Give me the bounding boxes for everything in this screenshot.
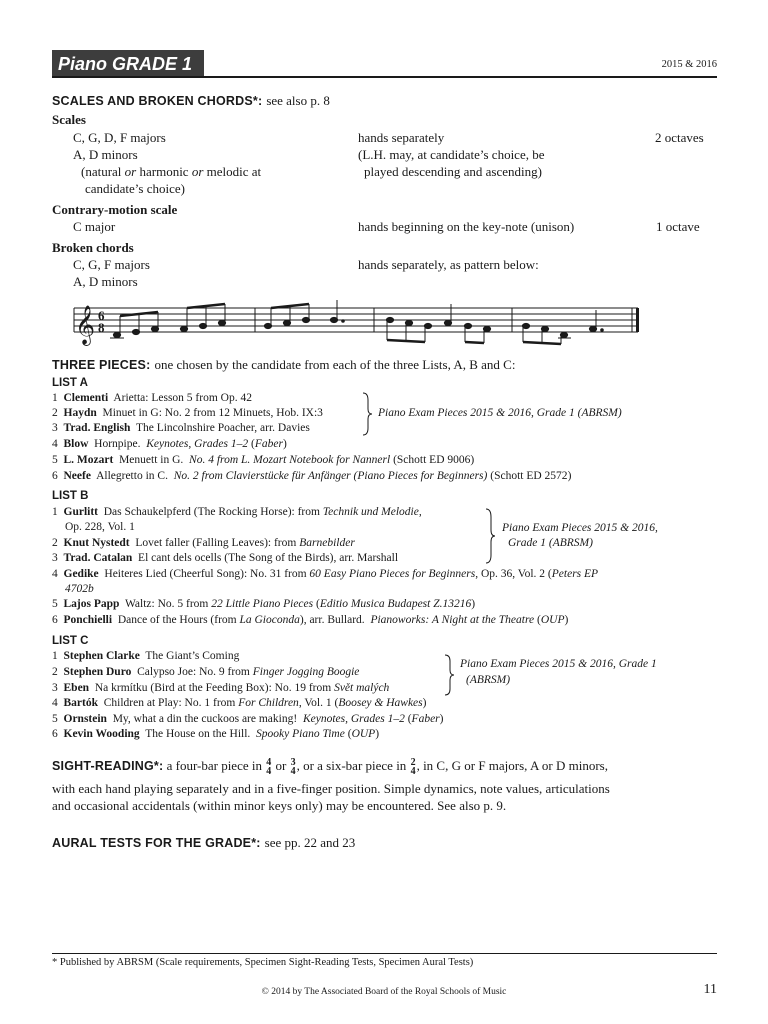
list-item: 6 Ponchielli Dance of the Hours (from La Gioconda), arr. Bullard. Pianoworks: A Night at the Theatre (OUP): [52, 614, 569, 626]
contrary-hands: hands beginning on the key-note (unison): [358, 219, 575, 234]
list-a-label: LIST A: [52, 377, 88, 389]
note-part-a: (natural: [81, 164, 125, 179]
scales-lh-note-cont: played descending and ascending): [364, 164, 542, 179]
aural-heading-label: AURAL TESTS FOR THE GRADE*:: [52, 836, 261, 850]
list-item: [52, 422, 310, 434]
item-number: 4: [52, 438, 58, 450]
item-composer: Ponchielli: [63, 614, 113, 626]
item-publisher: Faber: [411, 713, 440, 725]
item-publisher: OUP: [540, 614, 565, 626]
item-number: 1: [52, 392, 58, 404]
list-item: 4 Bartók Children at Play: No. 1 from For Children, Vol. 1 (Boosey & Hawkes): [52, 697, 427, 709]
item-number: 3: [52, 422, 58, 434]
sight-reading-heading: SIGHT-READING*:: [52, 759, 164, 773]
item-title: The Giant’s Coming: [145, 650, 240, 662]
item-composer: Haydn: [63, 407, 97, 419]
item-publisher: Schott ED 9006: [396, 454, 471, 466]
brace-publisher: ABRSM: [581, 407, 618, 419]
sight-reading-line-1: [52, 757, 718, 776]
scales-minors: A, D minors: [73, 147, 138, 162]
item-source: Keynotes, Grades 1–2: [146, 438, 249, 450]
item-composer: Gedike: [63, 568, 99, 580]
item-title-cont: , Vol. 1 (: [298, 697, 339, 709]
item-number: 5: [52, 713, 58, 725]
item-title: Arietta: Lesson 5 from Op. 42: [113, 392, 252, 404]
sight-text-3: , in C, G or F majors, A or D minors,: [416, 758, 608, 773]
item-composer: L. Mozart: [63, 454, 114, 466]
list-a-brace-icon: [361, 392, 373, 436]
item-number: 4: [52, 568, 58, 580]
note-part-c: melodic at: [203, 164, 262, 179]
list-item: 5 L. Mozart Menuett in G. No. 4 from L. Mozart Notebook for Nannerl (Schott ED 9006): [52, 454, 475, 466]
item-composer: Gurlitt: [63, 506, 98, 518]
time-signature: 4 4: [266, 757, 272, 778]
item-title: The House on the Hill.: [145, 728, 251, 740]
item-number: 2: [52, 537, 58, 549]
item-source: Barnebilder: [299, 537, 355, 549]
sight-text-or: or: [275, 758, 287, 773]
scales-hands: hands separately: [358, 130, 445, 145]
item-title: My, what a din the cuckoos are making!: [112, 713, 298, 725]
pieces-heading: [52, 356, 515, 374]
item-number: 5: [52, 454, 58, 466]
aural-heading: [52, 834, 355, 852]
sight-text-1: a four-bar piece in: [166, 758, 262, 773]
item-title: Children at Play: No. 1 from: [103, 697, 236, 709]
treble-clef-icon: 𝄞: [75, 305, 96, 345]
list-item-cont: 4702b: [65, 583, 94, 595]
item-number: 1: [52, 506, 58, 518]
item-title: Minuet in G: No. 2 from 12 Minuets, Hob. IX:3: [102, 407, 323, 419]
list-c-brace-publisher: (ABRSM): [466, 674, 511, 686]
pieces-heading-rest: one chosen by the candidate from each of the three Lists, A, B and C:: [154, 357, 516, 372]
item-composer: Neefe: [63, 470, 91, 482]
item-title: Menuett in G.: [119, 454, 184, 466]
list-item: 4 Blow Hornpipe. Keynotes, Grades 1–2 (Faber): [52, 438, 287, 450]
list-item: [52, 552, 398, 564]
item-publisher: OUP: [351, 728, 376, 740]
item-composer: Blow: [63, 438, 89, 450]
brace-publisher: ABRSM: [552, 537, 590, 549]
item-composer: Trad. English: [63, 422, 131, 434]
time-signature-top: 6: [98, 308, 105, 323]
scales-label: Scales: [52, 112, 86, 127]
item-number: 3: [52, 552, 58, 564]
note-part-b: harmonic: [136, 164, 192, 179]
item-composer: Lajos Papp: [63, 598, 120, 610]
broken-label: Broken chords: [52, 240, 134, 255]
item-source: For Children: [238, 697, 299, 709]
sight-reading-line-2: with each hand playing separately and in a five-finger position. Simple dynamics, note values, articulations: [52, 781, 610, 796]
item-title: Hornpipe.: [94, 438, 141, 450]
note-or-1: or: [124, 164, 137, 179]
item-composer: Trad. Catalan: [63, 552, 133, 564]
sight-reading-line-3: and occasional accidentals (within minor keys only) may be encountered. See also p. 9.: [52, 798, 507, 813]
item-source: Svět malých: [334, 682, 390, 694]
item-composer: Ornstein: [63, 713, 107, 725]
item-composer: Clementi: [63, 392, 109, 404]
item-number: 1: [52, 650, 58, 662]
scales-minors-note: [81, 164, 261, 180]
aural-heading-ref: see pp. 22 and 23: [264, 835, 356, 850]
list-c-label: LIST C: [52, 635, 89, 647]
item-source: 60 Easy Piano Pieces for Beginners: [309, 568, 476, 580]
list-b-label: LIST B: [52, 490, 89, 502]
item-title-cont: , Op. 36, Vol. 2 (: [475, 568, 552, 580]
page-title: Piano GRADE 1: [52, 50, 204, 78]
item-number: 5: [52, 598, 58, 610]
item-title: The Lincolnshire Poacher, arr. Davies: [135, 422, 310, 434]
list-item: [52, 537, 355, 549]
list-item: 5 Lajos Papp Waltz: No. 5 from 22 Little Piano Pieces (Editio Musica Budapest Z.13216): [52, 598, 476, 610]
list-item: [52, 666, 359, 678]
time-signature-bottom: 8: [98, 320, 105, 335]
item-source: Keynotes, Grades 1–2: [302, 713, 405, 725]
item-source: Spooky Piano Time: [256, 728, 345, 740]
broken-minors: A, D minors: [73, 274, 138, 289]
list-item: [52, 650, 239, 662]
brace-book: Piano Exam Pieces 2015 & 2016, Grade 1: [378, 407, 575, 419]
brace-publisher: ABRSM: [469, 674, 507, 686]
list-item: [52, 407, 323, 419]
item-source: No. 4 from L. Mozart Notebook for Nannerl: [189, 454, 391, 466]
list-b-brace-source-cont: Grade 1 (ABRSM): [508, 537, 593, 549]
scales-range: 2 octaves: [655, 130, 704, 145]
item-source: La Gioconda: [239, 614, 300, 626]
broken-majors: C, G, F majors: [73, 257, 150, 272]
list-b-brace-icon: [484, 508, 496, 564]
item-title: Calypso Joe: No. 9 from: [137, 666, 250, 678]
copyright: © 2014 by The Associated Board of the Royal Schools of Music: [261, 987, 507, 997]
list-item: [52, 682, 389, 694]
page-number: 11: [703, 982, 717, 997]
pieces-heading-label: THREE PIECES:: [52, 358, 151, 372]
list-b-brace-source: Piano Exam Pieces 2015 & 2016,: [502, 522, 658, 534]
time-signature: 2 4: [410, 757, 416, 778]
item-number: 6: [52, 470, 58, 482]
brace-book: Grade 1: [508, 537, 547, 549]
item-number: 2: [52, 407, 58, 419]
list-item: 5 Ornstein My, what a din the cuckoos are making! Keynotes, Grades 1–2 (Faber): [52, 713, 444, 725]
item-composer: Knut Nystedt: [63, 537, 130, 549]
item-source: Technik und Melodie,: [322, 506, 422, 518]
item-title: Allegretto in C.: [96, 470, 168, 482]
item-composer: Eben: [63, 682, 90, 694]
item-composer: Stephen Duro: [63, 666, 132, 678]
item-title: Na krmítku (Bird at the Feeding Box): No. 19 from: [94, 682, 332, 694]
music-notes: [110, 300, 603, 344]
item-composer: Bartók: [63, 697, 98, 709]
item-publisher: Boosey & Hawkes: [338, 697, 423, 709]
item-source: 22 Little Piano Pieces: [211, 598, 314, 610]
list-item: [52, 506, 422, 518]
contrary-key: C major: [73, 219, 116, 234]
syllabus-years: 2015 & 2016: [661, 59, 717, 70]
scales-heading-ref: see also p. 8: [266, 93, 330, 108]
item-title: Heiteres Lied (Cheerful Song): No. 31 from: [104, 568, 307, 580]
item-source: No. 2 from Clavierstücke für Anfänger (Piano Pieces for Beginners): [173, 470, 488, 482]
item-publisher: Schott ED 2572: [494, 470, 568, 482]
list-item-cont: Op. 228, Vol. 1: [65, 521, 135, 533]
item-number: 6: [52, 728, 58, 740]
item-title: El cant dels ocells (The Song of the Birds), arr. Marshall: [138, 552, 399, 564]
scales-lh-note: (L.H. may, at candidate’s choice, be: [358, 147, 545, 162]
item-title: Das Schaukelpferd (The Rocking Horse): from: [103, 506, 320, 518]
scales-heading: [52, 92, 330, 110]
item-number: 6: [52, 614, 58, 626]
list-item: 6 Neefe Allegretto in C. No. 2 from Clavierstücke für Anfänger (Piano Pieces for Beginners) (Schott ED 2572): [52, 470, 572, 482]
broken-hands: hands separately, as pattern below:: [358, 257, 539, 272]
list-c-brace-source: Piano Exam Pieces 2015 & 2016, Grade 1: [460, 658, 657, 670]
list-c-brace-icon: [443, 654, 455, 696]
item-source: Finger Jogging Boogie: [252, 666, 360, 678]
contrary-label: Contrary-motion scale: [52, 202, 178, 217]
note-or-2: or: [191, 164, 204, 179]
header-rule: [52, 76, 717, 78]
item-title: Dance of the Hours (from: [117, 614, 237, 626]
item-number: 3: [52, 682, 58, 694]
item-publisher: Faber: [254, 438, 283, 450]
contrary-range: 1 octave: [656, 219, 700, 234]
footnote: * Published by ABRSM (Scale requirements, Specimen Sight-Reading Tests, Specimen Aural Tests): [52, 957, 474, 968]
list-item: [52, 568, 598, 580]
scales-heading-label: SCALES AND BROKEN CHORDS*:: [52, 94, 263, 108]
item-number: 4: [52, 697, 58, 709]
scales-minors-note-cont: candidate’s choice): [85, 181, 185, 196]
item-composer: Stephen Clarke: [63, 650, 140, 662]
list-a-brace-source: Piano Exam Pieces 2015 & 2016, Grade 1 (ABRSM): [378, 407, 622, 419]
item-title: Lovet faller (Falling Leaves): from: [135, 537, 297, 549]
broken-chord-staff: [72, 296, 642, 348]
item-title: Waltz: No. 5 from: [124, 598, 209, 610]
footnote-rule: [52, 953, 717, 954]
item-publisher: Editio Musica Budapest Z.13216: [319, 598, 472, 610]
scales-majors: C, G, D, F majors: [73, 130, 166, 145]
item-composer: Kevin Wooding: [63, 728, 140, 740]
item-source-2: Pianoworks: A Night at the Theatre: [370, 614, 535, 626]
list-item: 6 Kevin Wooding The House on the Hill. Spooky Piano Time (OUP): [52, 728, 380, 740]
item-number: 2: [52, 666, 58, 678]
time-signature: 3 4: [290, 757, 296, 778]
sight-text-2: , or a six-bar piece in: [296, 758, 407, 773]
item-publisher: Peters EP: [551, 568, 599, 580]
item-title-cont: ), arr. Bullard.: [299, 614, 365, 626]
list-item: [52, 392, 252, 404]
